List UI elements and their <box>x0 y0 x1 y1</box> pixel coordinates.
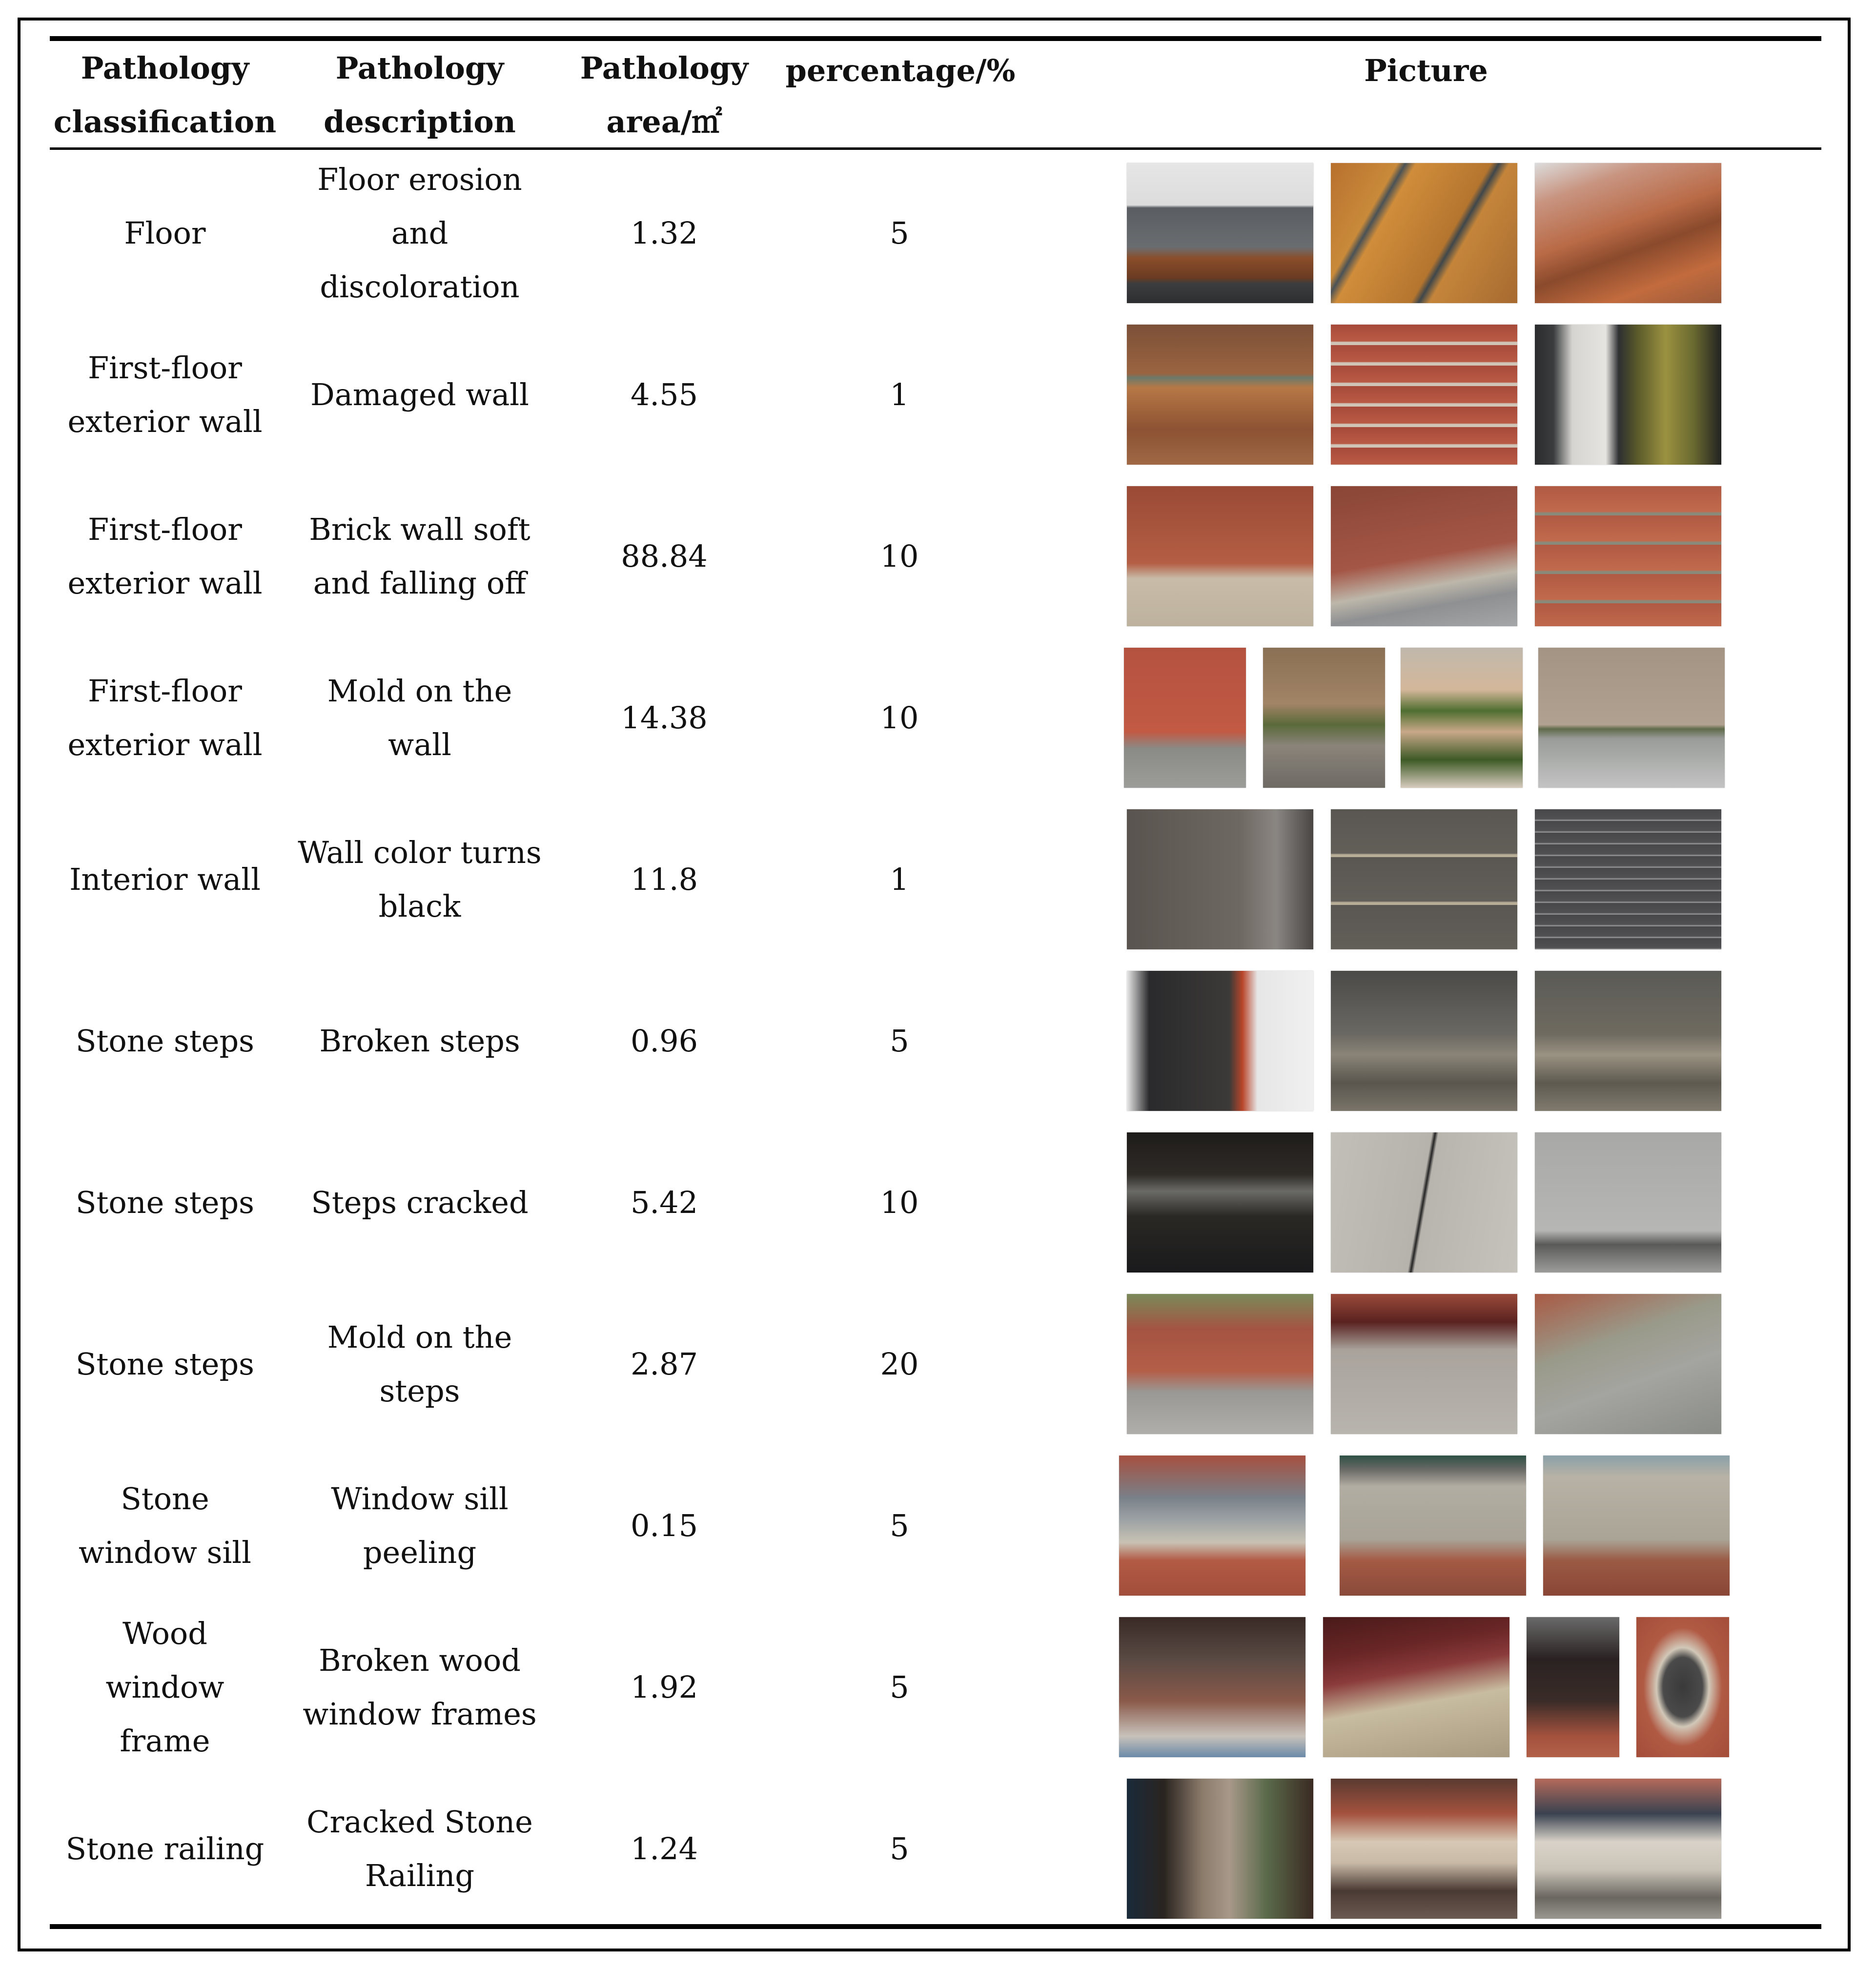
cell-percentage <box>806 1283 993 1445</box>
cell-percentage <box>806 152 993 314</box>
header-line: Pathology <box>335 50 504 86</box>
cell-area <box>582 1283 747 1445</box>
cell-classification-line: Stone steps <box>76 1184 254 1220</box>
pathology-photo <box>1331 1294 1517 1434</box>
table-row <box>50 152 1821 314</box>
cell-classification-line: Stone <box>121 1480 209 1517</box>
cell-area <box>582 1122 747 1283</box>
cell-percentage-value: 1 <box>890 376 909 412</box>
cell-classification <box>50 637 280 799</box>
pathology-photo <box>1527 1617 1619 1757</box>
cell-area-value: 14.38 <box>621 699 708 736</box>
cell-area <box>582 1768 747 1929</box>
cell-description-line: Broken steps <box>319 1023 520 1059</box>
cell-description <box>294 314 546 475</box>
cell-area-value: 0.15 <box>630 1507 698 1543</box>
cell-description-line: Wall color turns <box>298 834 542 870</box>
pathology-photo <box>1331 971 1517 1111</box>
cell-description <box>294 1606 546 1768</box>
cell-percentage-value: 20 <box>880 1346 919 1382</box>
cell-percentage <box>806 1445 993 1606</box>
cell-percentage <box>806 475 993 637</box>
pathology-photo <box>1127 1294 1313 1434</box>
cell-classification <box>50 314 280 475</box>
table-row <box>50 1283 1821 1445</box>
pathology-photo <box>1127 486 1313 626</box>
cell-classification-line: exterior wall <box>67 726 263 762</box>
cell-description-line: Steps cracked <box>311 1184 529 1220</box>
pathology-photo <box>1127 809 1313 949</box>
cell-area <box>582 475 747 637</box>
header-line: Picture <box>1364 53 1488 88</box>
cell-area-value: 1.32 <box>630 215 698 251</box>
cell-classification <box>50 799 280 960</box>
cell-description <box>294 1283 546 1445</box>
cell-percentage <box>806 1768 993 1929</box>
cell-description <box>294 152 546 314</box>
cell-classification <box>50 960 280 1122</box>
header-line: description <box>324 104 516 140</box>
cell-description-line: steps <box>379 1373 460 1409</box>
cell-percentage-value: 5 <box>890 1830 909 1867</box>
cell-description <box>294 1122 546 1283</box>
cell-area-value: 5.42 <box>630 1184 698 1220</box>
pathology-photo <box>1535 1779 1721 1919</box>
cell-area <box>582 152 747 314</box>
pathology-photo <box>1331 325 1517 465</box>
table-row <box>50 799 1821 960</box>
cell-percentage-value: 5 <box>890 1669 909 1705</box>
cell-classification-line: First-floor <box>88 673 242 709</box>
cell-area <box>582 960 747 1122</box>
cell-classification-line: frame <box>120 1723 210 1759</box>
cell-description-line: discoloration <box>320 268 520 305</box>
pathology-photo <box>1535 486 1721 626</box>
cell-description-line: Window sill <box>331 1480 509 1517</box>
cell-percentage-value: 1 <box>890 861 909 897</box>
cell-percentage-value: 10 <box>880 538 919 574</box>
cell-percentage <box>806 799 993 960</box>
pathology-photo <box>1636 1617 1729 1757</box>
cell-description-line: Broken wood <box>319 1642 521 1678</box>
cell-classification <box>50 1606 280 1768</box>
cell-percentage <box>806 637 993 799</box>
cell-description-line: peeling <box>363 1534 477 1570</box>
cell-area-value: 2.87 <box>630 1346 698 1382</box>
pathology-photo <box>1263 648 1385 788</box>
cell-description-line: Floor erosion <box>317 161 522 197</box>
cell-classification-line: First-floor <box>88 511 242 547</box>
table-top-rule <box>50 36 1821 41</box>
pathology-photo <box>1543 1456 1730 1596</box>
cell-area <box>582 799 747 960</box>
cell-percentage <box>806 314 993 475</box>
cell-area <box>582 1445 747 1606</box>
header-line: classification <box>53 104 277 140</box>
pathology-photo <box>1127 163 1313 303</box>
pathology-photo <box>1124 648 1246 788</box>
header-line: Pathology <box>81 50 249 86</box>
cell-percentage-value: 5 <box>890 215 909 251</box>
pathology-photo <box>1535 1294 1721 1434</box>
cell-description <box>294 475 546 637</box>
cell-description <box>294 1445 546 1606</box>
cell-description-line: black <box>378 888 461 924</box>
pathology-photo <box>1127 971 1313 1111</box>
cell-description <box>294 960 546 1122</box>
cell-area-value: 4.55 <box>630 376 698 412</box>
pathology-photo <box>1535 1132 1721 1272</box>
table-row <box>50 475 1821 637</box>
table-row <box>50 314 1821 475</box>
pathology-photo <box>1119 1617 1305 1757</box>
table-row <box>50 1445 1821 1606</box>
pathology-photo <box>1401 648 1523 788</box>
pathology-photo <box>1119 1456 1305 1596</box>
cell-description-line: Damaged wall <box>310 376 529 412</box>
pathology-photo <box>1535 163 1721 303</box>
cell-classification-line: exterior wall <box>67 565 263 601</box>
pathology-photo <box>1331 1779 1517 1919</box>
cell-percentage-value: 10 <box>880 699 919 736</box>
pathology-photo <box>1331 486 1517 626</box>
cell-description-line: wall <box>388 726 451 762</box>
cell-area <box>582 314 747 475</box>
pathology-photo <box>1535 325 1721 465</box>
cell-description-line: Mold on the <box>327 1319 512 1355</box>
table-row <box>50 960 1821 1122</box>
cell-description-line: Brick wall soft <box>309 511 530 547</box>
cell-description-line: Cracked Stone <box>306 1804 533 1840</box>
cell-description-line: and falling off <box>313 565 527 601</box>
cell-description-line: window frames <box>303 1696 537 1732</box>
cell-classification-line: Stone steps <box>76 1346 254 1382</box>
cell-classification <box>50 1768 280 1929</box>
cell-classification <box>50 1283 280 1445</box>
table-row <box>50 1122 1821 1283</box>
header-picture <box>1113 44 1739 146</box>
pathology-photo <box>1535 809 1721 949</box>
cell-description-line: Mold on the <box>327 673 512 709</box>
cell-classification-line: First-floor <box>88 349 242 386</box>
cell-classification <box>50 1445 280 1606</box>
cell-classification-line: Stone steps <box>76 1023 254 1059</box>
header-line: percentage/% <box>785 53 1016 88</box>
cell-area <box>582 637 747 799</box>
header-line: Pathology <box>580 50 749 86</box>
cell-classification-line: Floor <box>124 215 206 251</box>
cell-percentage <box>806 1606 993 1768</box>
cell-area-value: 1.92 <box>630 1669 698 1705</box>
pathology-photo <box>1127 325 1313 465</box>
pathology-photo <box>1127 1132 1313 1272</box>
cell-percentage <box>806 960 993 1122</box>
cell-classification-line: exterior wall <box>67 403 263 439</box>
cell-classification-line: Wood <box>122 1615 207 1651</box>
cell-description <box>294 1768 546 1929</box>
header-pathology-description <box>294 44 546 146</box>
pathology-photo <box>1538 648 1725 788</box>
cell-description <box>294 637 546 799</box>
header-percentage <box>781 44 1020 146</box>
cell-area-value: 88.84 <box>621 538 708 574</box>
table-header-rule <box>50 147 1821 150</box>
cell-percentage-value: 10 <box>880 1184 919 1220</box>
pathology-photo <box>1331 163 1517 303</box>
cell-classification <box>50 152 280 314</box>
cell-classification-line: Stone railing <box>65 1830 265 1867</box>
header-pathology-area <box>582 44 747 146</box>
header-line: area/㎡ <box>606 104 722 140</box>
cell-classification <box>50 475 280 637</box>
pathology-photo <box>1127 1779 1313 1919</box>
cell-classification-line: window <box>105 1669 224 1705</box>
table-row <box>50 1768 1821 1929</box>
pathology-photo <box>1331 809 1517 949</box>
cell-area-value: 0.96 <box>630 1023 698 1059</box>
cell-area-value: 1.24 <box>630 1830 698 1867</box>
cell-classification-line: window sill <box>79 1534 251 1570</box>
cell-percentage-value: 5 <box>890 1023 909 1059</box>
cell-description <box>294 799 546 960</box>
pathology-photo <box>1323 1617 1509 1757</box>
pathology-photo <box>1340 1456 1526 1596</box>
header-pathology-classification <box>50 44 280 146</box>
pathology-photo <box>1535 971 1721 1111</box>
cell-classification <box>50 1122 280 1283</box>
cell-description-line: Railing <box>365 1857 475 1893</box>
cell-description-line: and <box>391 215 449 251</box>
table-row <box>50 637 1821 799</box>
cell-area-value: 11.8 <box>630 861 698 897</box>
cell-percentage <box>806 1122 993 1283</box>
table-row <box>50 1606 1821 1768</box>
cell-classification-line: Interior wall <box>69 861 261 897</box>
cell-area <box>582 1606 747 1768</box>
pathology-photo <box>1331 1132 1517 1272</box>
cell-percentage-value: 5 <box>890 1507 909 1543</box>
